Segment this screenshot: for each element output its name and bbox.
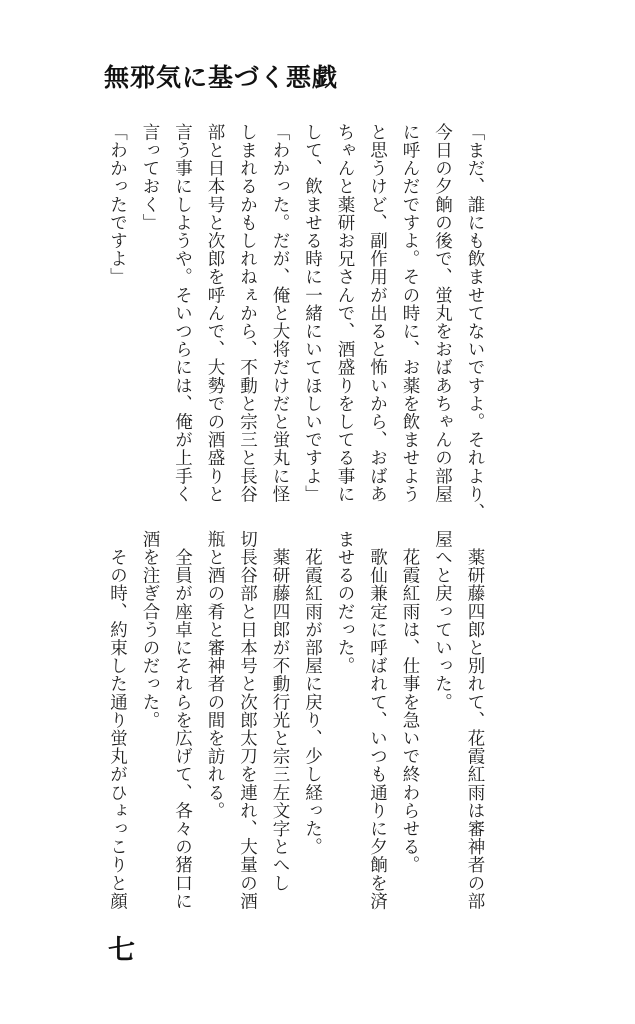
lower-text-block <box>107 530 491 930</box>
text-line: 屋へと戻っていった。 <box>432 530 453 711</box>
text-line: 酒を注ぎ合うのだった。 <box>140 530 160 730</box>
text-line: 今日の夕餉の後で、蛍丸をおばあちゃんの部屋 <box>432 123 453 504</box>
upper-text-block <box>107 123 491 522</box>
chapter-title: 無邪気に基づく悪戯 <box>104 63 339 92</box>
text-line: 言っておく」 <box>140 123 160 232</box>
text-line: 薬研藤四郎が不動行光と宗三左文字とへし <box>270 530 290 892</box>
text-line: しまれるかもしれねぇから、不動と宗三と長谷 <box>237 123 258 504</box>
text-line: 「わかった。だが、俺と大将だけだと蛍丸に怪 <box>270 123 290 504</box>
text-line: ませるのだった。 <box>335 530 355 675</box>
text-line: 瓶と酒の肴と審神者の間を訪れる。 <box>205 530 225 820</box>
text-line: 言う事にしようや。そいつらには、俺が上手く <box>172 123 193 504</box>
text-line: して、飲ませる時に一緒にいてほしいですよ」 <box>302 123 323 504</box>
page-number: 七 <box>108 935 135 966</box>
text-line: 切長谷部と日本号と次郎太刀を連れ、大量の酒 <box>237 530 258 911</box>
text-line: に呼んだですよ。その時に、お薬を飲ませよう <box>400 123 420 504</box>
text-line: 部と日本号と次郎を呼んで、大勢での酒盛りと <box>205 123 225 504</box>
text-line: 歌仙兼定に呼ばれて、いつも通りに夕餉を済 <box>367 530 388 911</box>
text-line: 「まだ、誰にも飲ませてないですよ。それより、 <box>465 123 485 522</box>
text-line: 全員が座卓にそれらを広げて、各々の猪口に <box>172 530 193 911</box>
text-line: ちゃんと薬研お兄さんで、酒盛りをしてる事に <box>335 123 355 504</box>
text-line: 花霞紅雨が部屋に戻り、少し経った。 <box>302 530 323 856</box>
text-line: 薬研藤四郎と別れて、花霞紅雨は審神者の部 <box>465 530 485 911</box>
text-line: 花霞紅雨は、仕事を急いで終わらせる。 <box>400 530 420 874</box>
text-line: 「わかったですよ」 <box>107 123 128 286</box>
text-line: その時、約束した通り蛍丸がひょっこりと顔 <box>107 530 128 911</box>
text-line: と思うけど、副作用が出ると怖いから、おばあ <box>367 123 388 504</box>
